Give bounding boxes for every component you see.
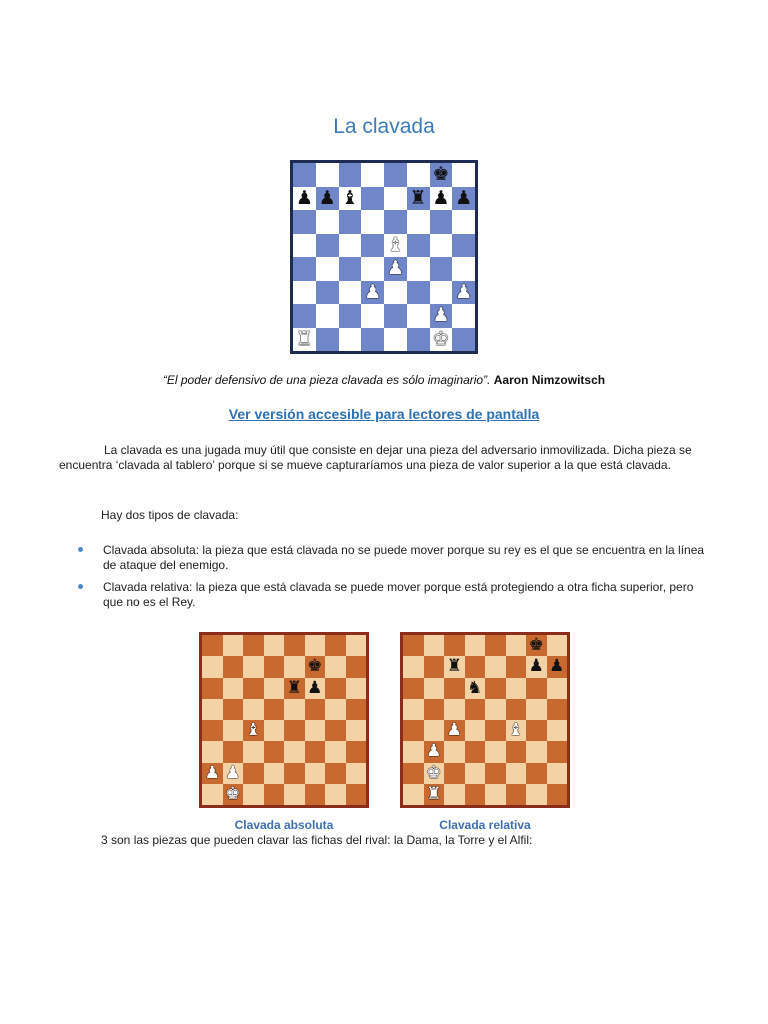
square-e8 xyxy=(485,635,506,656)
square-h4 xyxy=(547,720,568,741)
square-d3 xyxy=(465,741,486,762)
square-e6 xyxy=(485,678,506,699)
square-f5 xyxy=(506,699,527,720)
square-b7 xyxy=(316,187,339,211)
square-c5 xyxy=(243,699,264,720)
square-e7 xyxy=(284,656,305,677)
square-e6 xyxy=(384,210,407,234)
square-f5 xyxy=(305,699,326,720)
white-rook-icon: ♜ xyxy=(426,783,442,804)
square-h4 xyxy=(346,720,367,741)
list-item xyxy=(75,580,710,610)
white-king-icon: ♚ xyxy=(432,327,450,350)
square-a2 xyxy=(403,763,424,784)
square-b5 xyxy=(424,699,445,720)
white-pawn-icon: ♟ xyxy=(426,741,442,762)
square-d7 xyxy=(465,656,486,677)
square-g3 xyxy=(430,281,453,305)
square-g4 xyxy=(430,257,453,281)
white-bishop-icon: ♝ xyxy=(245,720,261,741)
square-c2 xyxy=(444,763,465,784)
square-h4 xyxy=(452,257,475,281)
white-king-icon: ♚ xyxy=(225,783,241,804)
square-a8 xyxy=(403,635,424,656)
square-f3 xyxy=(506,741,527,762)
white-pawn-icon: ♟ xyxy=(204,762,220,783)
square-f1 xyxy=(506,784,527,805)
square-d4 xyxy=(361,257,384,281)
square-h8 xyxy=(547,635,568,656)
square-a1 xyxy=(293,328,316,352)
square-g3 xyxy=(325,741,346,762)
square-a6 xyxy=(293,210,316,234)
square-d6 xyxy=(264,678,285,699)
square-d1 xyxy=(465,784,486,805)
square-g2 xyxy=(325,763,346,784)
square-d3 xyxy=(264,741,285,762)
list-item xyxy=(75,543,710,573)
black-pawn-icon: ♟ xyxy=(318,186,336,209)
square-e5 xyxy=(384,234,407,258)
accessible-version-link[interactable]: Ver versión accesible para lectores de pantalla xyxy=(228,406,540,422)
square-d2 xyxy=(264,763,285,784)
white-pawn-icon: ♟ xyxy=(446,720,462,741)
square-c1 xyxy=(243,784,264,805)
white-bishop-icon: ♝ xyxy=(386,233,404,256)
square-b5 xyxy=(316,234,339,258)
caption-relative: Clavada relativa xyxy=(439,818,531,832)
square-h6 xyxy=(346,678,367,699)
square-f6 xyxy=(407,210,430,234)
square-e4 xyxy=(284,720,305,741)
white-pawn-icon: ♟ xyxy=(364,280,382,303)
square-g4 xyxy=(526,720,547,741)
square-g3 xyxy=(526,741,547,762)
square-g8 xyxy=(430,163,453,187)
square-c8 xyxy=(339,163,362,187)
square-g1 xyxy=(526,784,547,805)
square-d4 xyxy=(264,720,285,741)
square-a1 xyxy=(403,784,424,805)
square-h6 xyxy=(452,210,475,234)
square-g8 xyxy=(325,635,346,656)
black-knight-icon: ♞ xyxy=(467,677,483,698)
quote xyxy=(0,373,768,387)
square-g4 xyxy=(325,720,346,741)
square-c4 xyxy=(444,720,465,741)
square-h2 xyxy=(452,304,475,328)
square-c7 xyxy=(339,187,362,211)
square-a3 xyxy=(293,281,316,305)
square-a2 xyxy=(293,304,316,328)
square-h5 xyxy=(452,234,475,258)
black-pawn-icon: ♟ xyxy=(295,186,313,209)
square-d3 xyxy=(361,281,384,305)
square-f8 xyxy=(506,635,527,656)
square-c2 xyxy=(243,763,264,784)
chessboard-absolute-pin xyxy=(199,632,369,808)
square-d8 xyxy=(264,635,285,656)
square-e5 xyxy=(284,699,305,720)
square-d6 xyxy=(361,210,384,234)
square-g1 xyxy=(430,328,453,352)
square-d1 xyxy=(264,784,285,805)
square-a7 xyxy=(293,187,316,211)
square-e4 xyxy=(485,720,506,741)
square-d2 xyxy=(465,763,486,784)
square-a2 xyxy=(202,763,223,784)
square-e1 xyxy=(485,784,506,805)
white-pawn-icon: ♟ xyxy=(432,304,450,327)
square-g8 xyxy=(526,635,547,656)
page-title: La clavada xyxy=(333,115,435,138)
square-b8 xyxy=(316,163,339,187)
square-d8 xyxy=(361,163,384,187)
square-b4 xyxy=(223,720,244,741)
square-a3 xyxy=(202,741,223,762)
bullet-icon xyxy=(78,584,83,589)
square-b6 xyxy=(316,210,339,234)
square-h7 xyxy=(547,656,568,677)
intro-paragraph xyxy=(59,443,709,473)
square-a5 xyxy=(403,699,424,720)
black-rook-icon: ♜ xyxy=(446,656,462,677)
square-g2 xyxy=(430,304,453,328)
square-c3 xyxy=(444,741,465,762)
square-g5 xyxy=(325,699,346,720)
square-f2 xyxy=(305,763,326,784)
square-e8 xyxy=(384,163,407,187)
square-a4 xyxy=(202,720,223,741)
square-d5 xyxy=(264,699,285,720)
black-pawn-icon: ♟ xyxy=(528,656,544,677)
square-a3 xyxy=(403,741,424,762)
black-pawn-icon: ♟ xyxy=(307,677,323,698)
square-b3 xyxy=(316,281,339,305)
square-g1 xyxy=(325,784,346,805)
square-c3 xyxy=(339,281,362,305)
square-f7 xyxy=(305,656,326,677)
square-c4 xyxy=(339,257,362,281)
square-b3 xyxy=(424,741,445,762)
white-king-icon: ♚ xyxy=(426,762,442,783)
square-h1 xyxy=(346,784,367,805)
square-f6 xyxy=(506,678,527,699)
square-a8 xyxy=(202,635,223,656)
square-g7 xyxy=(526,656,547,677)
square-g2 xyxy=(526,763,547,784)
square-a4 xyxy=(403,720,424,741)
square-c6 xyxy=(444,678,465,699)
square-d5 xyxy=(465,699,486,720)
square-h2 xyxy=(346,763,367,784)
square-e3 xyxy=(384,281,407,305)
square-e7 xyxy=(485,656,506,677)
square-f2 xyxy=(506,763,527,784)
types-intro: Hay dos tipos de clavada: xyxy=(101,508,239,522)
quote-text: “El poder defensivo de una pieza clavada es sólo imaginario”. xyxy=(162,373,491,387)
square-c7 xyxy=(243,656,264,677)
square-b7 xyxy=(223,656,244,677)
square-b1 xyxy=(424,784,445,805)
square-f7 xyxy=(506,656,527,677)
square-h8 xyxy=(452,163,475,187)
square-c4 xyxy=(243,720,264,741)
square-b2 xyxy=(223,763,244,784)
square-e3 xyxy=(284,741,305,762)
square-c7 xyxy=(444,656,465,677)
square-d8 xyxy=(465,635,486,656)
square-e2 xyxy=(384,304,407,328)
square-f8 xyxy=(407,163,430,187)
square-c6 xyxy=(243,678,264,699)
square-b2 xyxy=(316,304,339,328)
square-e1 xyxy=(284,784,305,805)
square-c5 xyxy=(339,234,362,258)
black-rook-icon: ♜ xyxy=(409,186,427,209)
square-c1 xyxy=(339,328,362,352)
square-f6 xyxy=(305,678,326,699)
square-f1 xyxy=(407,328,430,352)
square-d2 xyxy=(361,304,384,328)
black-king-icon: ♚ xyxy=(432,163,450,186)
square-b6 xyxy=(223,678,244,699)
square-e6 xyxy=(284,678,305,699)
square-e8 xyxy=(284,635,305,656)
square-b5 xyxy=(223,699,244,720)
square-e5 xyxy=(485,699,506,720)
square-b1 xyxy=(316,328,339,352)
black-pawn-icon: ♟ xyxy=(432,186,450,209)
white-bishop-icon: ♝ xyxy=(508,720,524,741)
square-a7 xyxy=(403,656,424,677)
black-bishop-icon: ♝ xyxy=(341,186,359,209)
square-g5 xyxy=(526,699,547,720)
square-f4 xyxy=(407,257,430,281)
square-g7 xyxy=(430,187,453,211)
caption-absolute: Clavada absoluta xyxy=(234,818,334,832)
square-f1 xyxy=(305,784,326,805)
square-b1 xyxy=(223,784,244,805)
chessboard-main xyxy=(290,160,478,354)
square-f5 xyxy=(407,234,430,258)
square-h1 xyxy=(452,328,475,352)
square-a1 xyxy=(202,784,223,805)
square-d7 xyxy=(361,187,384,211)
square-a7 xyxy=(202,656,223,677)
square-g5 xyxy=(430,234,453,258)
type-absolute-text: Clavada absoluta: la pieza que está clavada no se puede mover porque su rey es el que se encuentra en la línea de ataque del enemigo. xyxy=(103,543,705,572)
square-e2 xyxy=(284,763,305,784)
square-d6 xyxy=(465,678,486,699)
square-g6 xyxy=(526,678,547,699)
black-pawn-icon: ♟ xyxy=(549,656,565,677)
square-b8 xyxy=(223,635,244,656)
square-d4 xyxy=(465,720,486,741)
black-king-icon: ♚ xyxy=(528,635,544,656)
black-king-icon: ♚ xyxy=(307,656,323,677)
square-a8 xyxy=(293,163,316,187)
square-c3 xyxy=(243,741,264,762)
square-d1 xyxy=(361,328,384,352)
square-h3 xyxy=(452,281,475,305)
square-c5 xyxy=(444,699,465,720)
square-h7 xyxy=(346,656,367,677)
square-b3 xyxy=(223,741,244,762)
square-e2 xyxy=(485,763,506,784)
square-h6 xyxy=(547,678,568,699)
square-h5 xyxy=(346,699,367,720)
square-f4 xyxy=(305,720,326,741)
white-pawn-icon: ♟ xyxy=(225,762,241,783)
square-g6 xyxy=(325,678,346,699)
square-b6 xyxy=(424,678,445,699)
square-h3 xyxy=(547,741,568,762)
square-d5 xyxy=(361,234,384,258)
square-h2 xyxy=(547,763,568,784)
square-a5 xyxy=(202,699,223,720)
square-c2 xyxy=(339,304,362,328)
square-h8 xyxy=(346,635,367,656)
white-pawn-icon: ♟ xyxy=(455,280,473,303)
square-d7 xyxy=(264,656,285,677)
square-f4 xyxy=(506,720,527,741)
square-h5 xyxy=(547,699,568,720)
bullet-icon xyxy=(78,547,83,552)
pinning-pieces-text: 3 son las piezas que pueden clavar las fichas del rival: la Dama, la Torre y el Alfil: xyxy=(101,833,533,847)
square-h3 xyxy=(346,741,367,762)
square-f2 xyxy=(407,304,430,328)
square-f3 xyxy=(305,741,326,762)
square-c8 xyxy=(444,635,465,656)
square-a6 xyxy=(202,678,223,699)
square-e4 xyxy=(384,257,407,281)
square-e3 xyxy=(485,741,506,762)
square-h7 xyxy=(452,187,475,211)
square-e7 xyxy=(384,187,407,211)
square-c6 xyxy=(339,210,362,234)
square-g6 xyxy=(430,210,453,234)
types-list xyxy=(75,543,710,617)
white-pawn-icon: ♟ xyxy=(386,257,404,280)
square-b7 xyxy=(424,656,445,677)
square-b8 xyxy=(424,635,445,656)
square-f7 xyxy=(407,187,430,211)
square-f8 xyxy=(305,635,326,656)
square-a6 xyxy=(403,678,424,699)
chessboard-relative-pin xyxy=(400,632,570,808)
square-f3 xyxy=(407,281,430,305)
square-e1 xyxy=(384,328,407,352)
square-g7 xyxy=(325,656,346,677)
black-rook-icon: ♜ xyxy=(286,677,302,698)
square-h1 xyxy=(547,784,568,805)
intro-paragraph-text: La clavada es una jugada muy útil que consiste en dejar una pieza del adversario inmovilizada. Dicha pieza se encuentra ‘clavada al tablero’ porque si se mueve capturaríamos una pieza de valor superior a la que está clavada. xyxy=(59,443,692,472)
square-b4 xyxy=(316,257,339,281)
square-b2 xyxy=(424,763,445,784)
type-relative-text: Clavada relativa: la pieza que está clavada se puede mover porque está protegiendo a otra ficha superior, pero que no es el Rey. xyxy=(103,580,694,609)
square-a4 xyxy=(293,257,316,281)
white-rook-icon: ♜ xyxy=(295,327,313,350)
square-c1 xyxy=(444,784,465,805)
square-b4 xyxy=(424,720,445,741)
square-a5 xyxy=(293,234,316,258)
black-pawn-icon: ♟ xyxy=(455,186,473,209)
quote-author: Aaron Nimzowitsch xyxy=(493,373,606,387)
square-c8 xyxy=(243,635,264,656)
